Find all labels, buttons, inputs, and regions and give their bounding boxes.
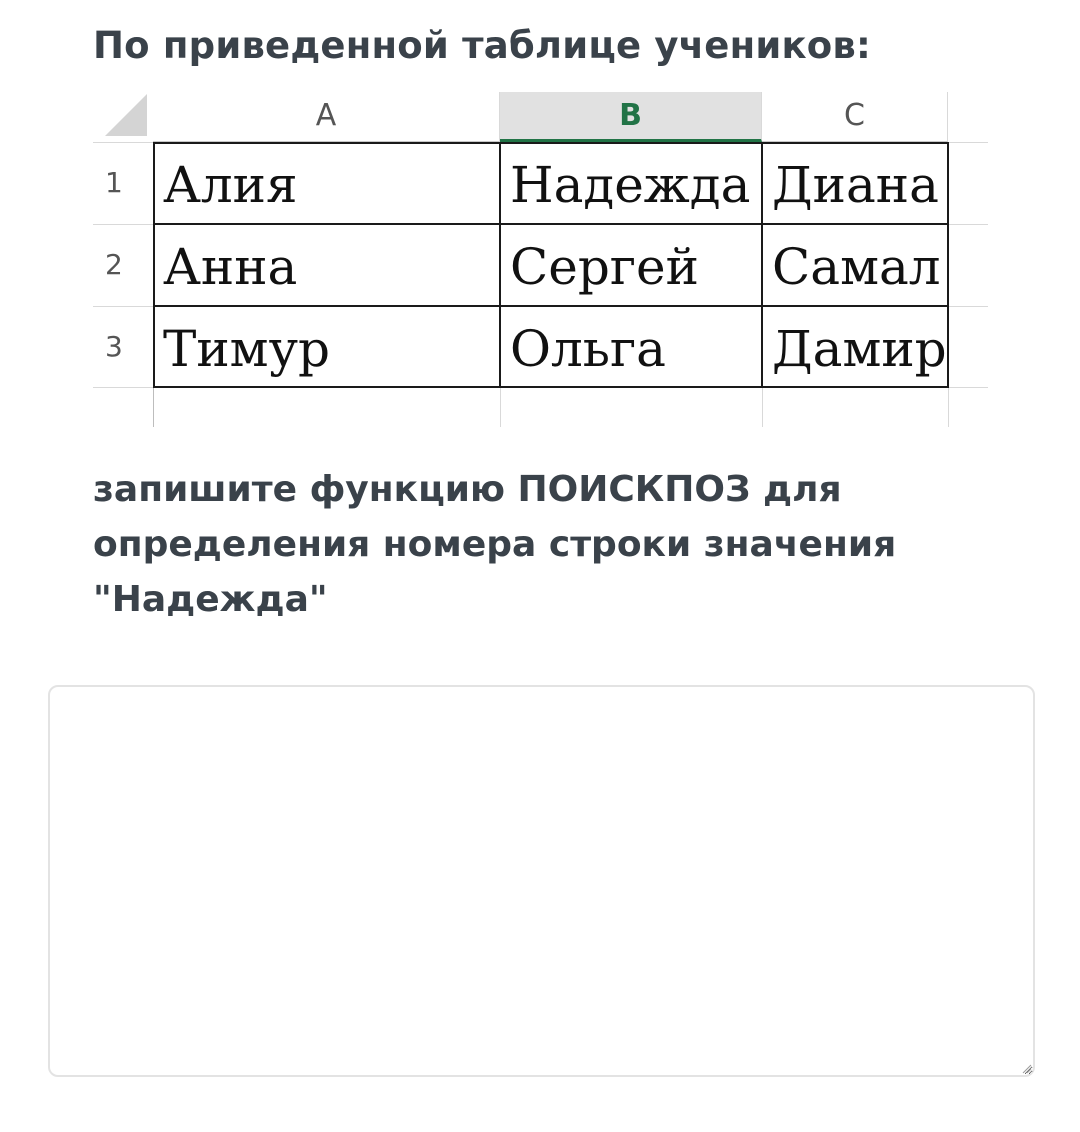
- cell-a1: Алия: [163, 156, 298, 214]
- table-border-bottom: [153, 386, 949, 388]
- question-heading: По приведенной таблице учеников:: [93, 24, 871, 67]
- cell-c3: Дамир: [772, 320, 947, 378]
- answer-textarea[interactable]: [48, 685, 1035, 1077]
- table-border-left: [153, 142, 155, 388]
- cell-b1: Надежда: [510, 156, 751, 214]
- cell-c1: Диана: [772, 156, 939, 214]
- table-border-col-ab: [499, 142, 501, 388]
- cell-c2: Самал: [772, 238, 941, 296]
- table-border-row1: [153, 223, 949, 225]
- table-border-top: [153, 142, 949, 144]
- column-header-a: A: [153, 92, 500, 142]
- row-header-2: 2: [105, 248, 123, 281]
- question-line-3: "Надежда": [93, 579, 328, 620]
- table-border-row2: [153, 305, 949, 307]
- question-text: [93, 462, 993, 627]
- column-header-b: B: [500, 92, 762, 142]
- table-border-col-bc: [761, 142, 763, 388]
- row-header-1: 1: [105, 166, 123, 199]
- spreadsheet-image: [93, 92, 988, 427]
- cell-a2: Анна: [163, 238, 298, 296]
- table-border-right: [947, 142, 949, 388]
- column-header-c: C: [762, 92, 948, 142]
- question-line-2: определения номера строки значения: [93, 524, 897, 565]
- cell-a3: Тимур: [163, 320, 330, 378]
- select-all-corner: [93, 92, 153, 142]
- row-header-3: 3: [105, 330, 123, 363]
- select-all-triangle-icon: [105, 94, 147, 136]
- question-line-1: запишите функцию ПОИСКПОЗ для: [93, 469, 842, 510]
- cell-b2: Сергей: [510, 238, 699, 296]
- cell-b3: Ольга: [510, 320, 666, 378]
